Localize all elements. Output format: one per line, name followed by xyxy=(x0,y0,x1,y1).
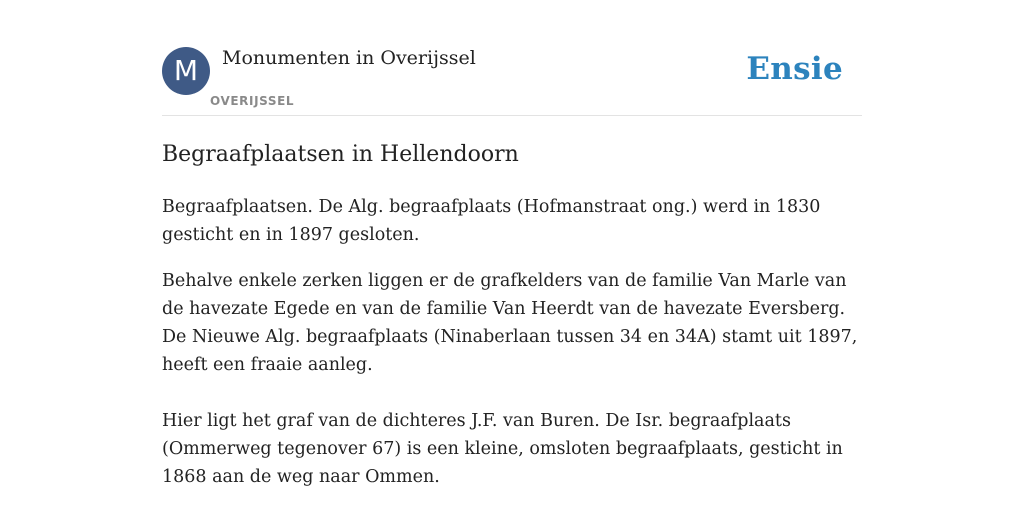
group-subtitle[interactable]: OVERIJSSEL xyxy=(210,94,295,108)
article-paragraph-3: Hier ligt het graf van de dichteres J.F. van Buren. De Isr. begraafplaats (Ommerweg tegenover 67) is een kleine, omsloten begraafplaats, gesticht in 1868 aan de weg naar Ommen. xyxy=(162,411,843,487)
article-paragraph-1: Begraafplaatsen. De Alg. begraafplaats (Hofmanstraat ong.) werd in 1830 gesticht en in 1897 gesloten. xyxy=(162,197,821,245)
group-title[interactable]: Monumenten in Overijssel xyxy=(222,47,476,69)
header-divider xyxy=(162,115,862,116)
avatar[interactable]: M xyxy=(162,47,210,95)
ensie-logo[interactable]: Ensie xyxy=(746,51,843,87)
article-title: Begraafplaatsen in Hellendoorn xyxy=(162,142,519,167)
article xyxy=(162,139,862,491)
header xyxy=(162,46,862,116)
article-paragraph-2: Behalve enkele zerken liggen er de grafkelders van de familie Van Marle van de havezate Egede en van de familie Van Heerdt van de havezate Eversberg. De Nieuwe Alg. begraafplaats (Ninaberlaan tussen 34 en 34A) stamt uit 1897, heeft een fraaie aanleg. xyxy=(162,271,858,375)
